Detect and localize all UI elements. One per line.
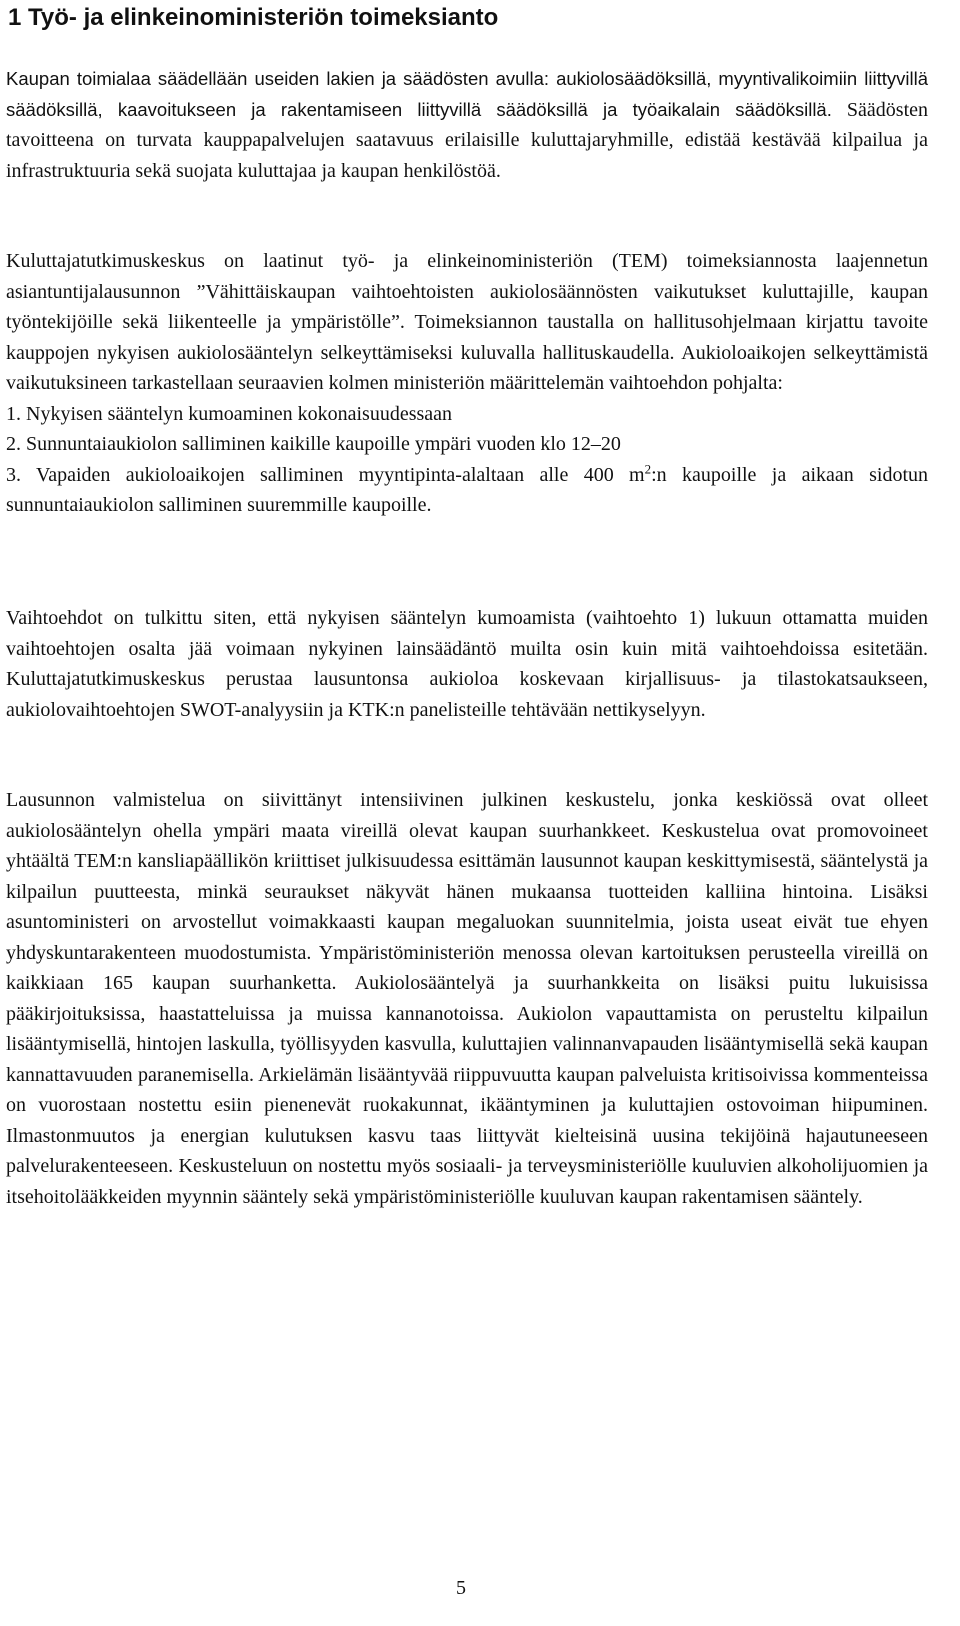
option-item-3 xyxy=(6,460,928,521)
option-item-3-text-before: 3. Vapaiden aukioloaikojen salliminen myyntipinta-alaltaan alle 400 m xyxy=(6,463,645,486)
paragraph-commission-intro: Kuluttajatutkimuskeskus on laatinut työ- ja elinkeinoministeriön (TEM) toimeksiannosta laajennetun asiantuntijalausunnon ”Vähittäiskaupan vaihtoehtoisten aukiolosäännösten vaikutukset kuluttajille, kaupan työntekijöille sekä liikenteelle ja ympäristölle”. Toimeksiannon taustalla on hallitusohjelmaan kirjattu tavoite kauppojen nykyisen aukiolosääntelyn selkeyttämiseksi kuluvalla hallituskaudella. Aukioloaikojen selkeyttämistä vaikutuksineen tarkastellaan seuraavien kolmen ministeriön määrittelemän vaihtoehdon pohjalta: xyxy=(6,250,928,394)
paragraph-commission xyxy=(6,246,928,521)
paragraph-public-discussion: Lausunnon valmistelua on siivittänyt intensiivinen julkinen keskustelu, jonka keskiössä ovat olleet aukiolosääntelyn ohella ympäri maata vireillä olevat kaupan suurhankkeet. Keskustelua ovat promovoineet yhtäältä TEM:n kansliapäällikön kriittiset julkisuudessa esittämän lausunnot kaupan keskittymisestä, sääntelystä ja kilpailun puutteesta, minkä seuraukset näkyvät hänen mukaansa tuotteiden kalliina hintoina. Lisäksi asuntoministeri on arvostellut voimakkaasti kaupan megaluokan suunnitelmia, joista useat eivät tue ehyen yhdyskuntarakenteen muodostumista. Ympäristöministeriön menossa olevan kartoituksen perusteella vireillä on kaikkiaan 165 kaupan suurhanketta. Aukiolosääntelyä ja suurhankkeita on lisäksi puitu lukuisissa pääkirjoituksissa, haastatteluissa ja muissa kannanotoissa. Aukiolon vapauttamista on perusteltu kilpailun lisääntymisellä, hintojen laskulla, työllisyyden kasvulla, kuluttajien valinnanvapauden lisääntymisellä sekä kaupan kannattavuuden paranemisella. Arkielämän lisääntyvää riippuvuutta kaupan palveluista kritisoivissa kommenteissa on vuorostaan nostettu esiin pienenevät ruokakunnat, ikääntyminen ja kuluttajien ostovoiman hiipuminen. Ilmastonmuutos ja energian kulutuksen kasvu taas liittyvät kielteisinä uusina tekijöinä hajautuneeseen palvelurakenteeseen. Keskusteluun on nostettu myös sosiaali- ja terveysministeriölle kuuluvien alkoholijuomien ja itsehoitolääkkeiden myynnin sääntely sekä ympäristöministeriölle kuuluvan kaupan rakentamisen sääntely. xyxy=(6,789,928,1208)
option-item-2: 2. Sunnuntaiaukiolon salliminen kaikille kaupoille ympäri vuoden klo 12–20 xyxy=(6,433,621,455)
option-item-1: 1. Nykyisen sääntelyn kumoaminen kokonaisuudessaan xyxy=(6,402,453,425)
section-heading: 1 Työ- ja elinkeinoministeriön toimeksianto xyxy=(8,4,499,31)
option-item-3-superscript: 2 xyxy=(644,460,652,476)
option-item-3-text-after: :n kaupoille ja aikaan sidotun sunnuntaiaukiolon salliminen suuremmille kaupoille. xyxy=(6,463,929,516)
page-number: 5 xyxy=(456,1577,466,1599)
paragraph-regulation-serif-text: Säädösten tavoitteena on turvata kauppapalvelujen saatavuus erilaisille kuluttajaryhmille, edistää kestävää kilpailua ja infrastruktuuria sekä suojata kuluttajaa ja kaupan henkilöstöä. xyxy=(6,98,929,182)
paragraph-interpretation: Vaihtoehdot on tulkittu siten, että nykyisen sääntelyn kumoamista (vaihtoehto 1) lukuun ottamatta muiden vaihtoehtojen osalta jää voimaan nykyinen lainsäädäntö muilta osin kuin mitä vaihtoehdoissa esitetään. Kuluttajatutkimuskeskus perustaa lausuntonsa aukioloa koskevaan kirjallisuus- ja tilastokatsaukseen, aukiolovaihtoehtojen SWOT-analyysiin ja KTK:n panelisteille tehtävään nettikyselyyn. xyxy=(6,607,928,721)
paragraph-regulation-sans-text: Kaupan toimialaa säädellään useiden lakien ja säädösten avulla: aukiolosäädöksillä, myyntivalikoimiin liittyvillä säädöksillä, kaavoitukseen ja rakentamiseen liittyvillä säädöksillä ja työaikalain säädöksillä. xyxy=(6,68,928,120)
paragraph-regulation-overview xyxy=(6,64,928,186)
